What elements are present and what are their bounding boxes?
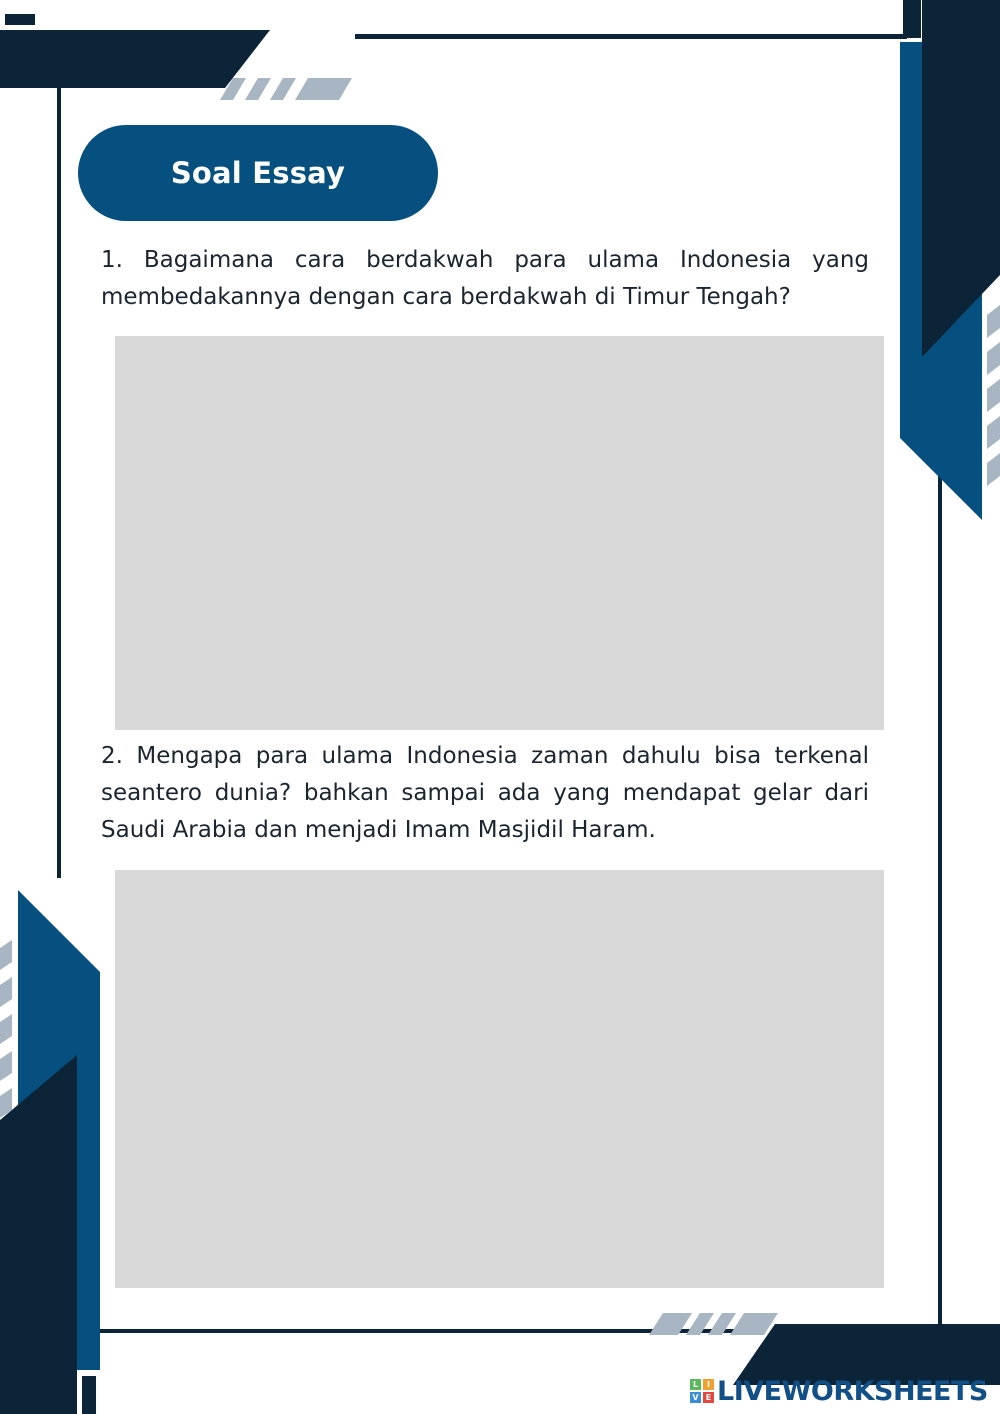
page-title: Soal Essay (170, 156, 346, 190)
left-stripes (0, 940, 12, 1118)
logo-mark-i: I (703, 1379, 714, 1390)
corner-right-navy-band (922, 0, 1000, 357)
logo-mark-v: V (690, 1392, 701, 1403)
logo-mark-e: E (703, 1392, 714, 1403)
corner-top-left-band (0, 30, 270, 88)
corner-bottom-left-post (82, 1376, 96, 1414)
frame-line-right (938, 450, 942, 1330)
bottom-stripes (649, 1313, 778, 1335)
top-stripes (220, 78, 352, 100)
question-1-text: 1. Bagaimana cara berdakwah para ulama Indonesia yang membedakannya dengan cara berdakwah di Timur Tengah? (101, 247, 869, 310)
answer-1-field[interactable] (115, 336, 884, 730)
corner-small-bar (5, 14, 35, 25)
logo-wordmark: LIVEWORKSHEETS (717, 1375, 988, 1407)
frame-line-bottom (95, 1329, 735, 1333)
corner-top-right-post (903, 0, 921, 38)
right-stripes (987, 305, 1000, 486)
answer-2-field[interactable] (115, 870, 884, 1288)
section-title-badge (78, 125, 438, 221)
question-2-text: 2. Mengapa para ulama Indonesia zaman dahulu bisa terkenal seantero dunia? bahkan sampai ada yang mendapat gelar dari Saudi Arabia dan menjadi Imam Masjidil Haram. (101, 743, 869, 843)
frame-line-left (57, 88, 61, 878)
liveworksheets-logo-mark (690, 1379, 714, 1403)
frame-line-top (355, 34, 907, 39)
logo-mark-l: L (690, 1379, 701, 1390)
liveworksheets-logo[interactable] (690, 1374, 988, 1408)
